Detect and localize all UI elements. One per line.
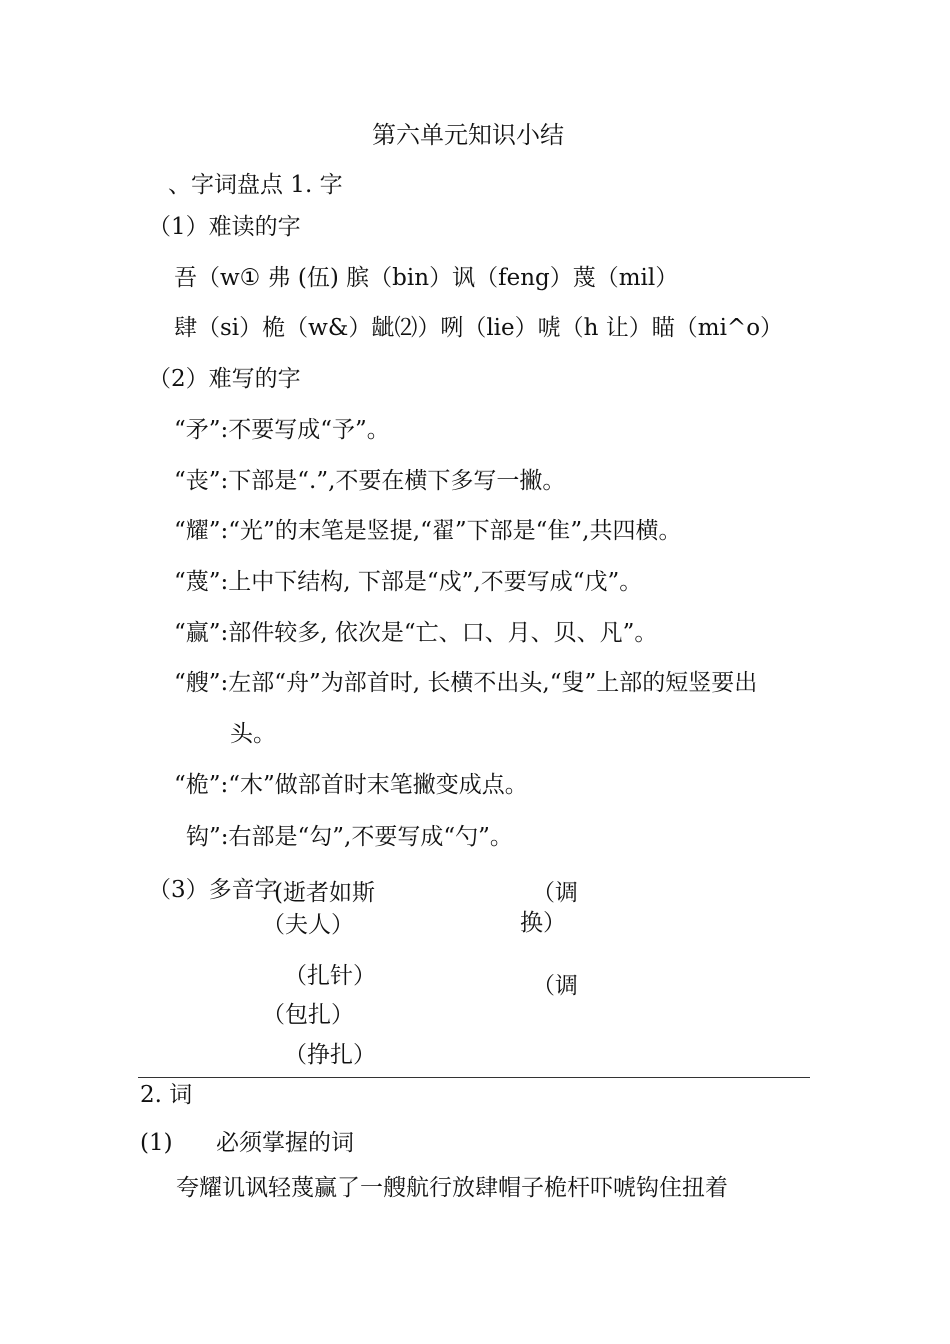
polyphone-word: （扎针） (284, 963, 376, 989)
pinyin-line-2: 肆（si）桅（w&）龇⑵）咧（lie）唬（h 让）瞄（mi^o） (174, 315, 784, 341)
polyphone-word: （调 (532, 880, 578, 906)
sub2-heading: （2）难写的字 (148, 366, 301, 392)
page-title: 第六单元知识小结 (372, 121, 564, 149)
polyphone-word: （包扎） (262, 1002, 354, 1028)
section1-heading: 、字词盘点 1. 字 (168, 172, 343, 198)
hard-char-item: “艘”:左部“舟”为部首时, 长横不出头,“叟”上部的短竖要出 (174, 670, 758, 696)
hard-char-item: “蔑”:上中下结构, 下部是“戍”,不要写成“戊”。 (174, 569, 643, 595)
hard-char-item: 钩”:右部是“勾”,不要写成“勺”。 (186, 824, 513, 850)
polyphone-word: （挣扎） (284, 1042, 376, 1068)
pinyin-line-1: 吾（w① 弗 (伍) 膑（bin）讽（feng）蔑（mil） (174, 265, 679, 291)
polyphone-word: (逝者如斯 (274, 880, 375, 906)
polyphone-word: （调 (532, 973, 578, 999)
polyphone-word: 换） (520, 910, 566, 936)
sub3-heading: （3）多音字 (148, 877, 278, 903)
sub-label: 必须掌握的词 (216, 1130, 354, 1156)
section2-heading: 2. 词 (140, 1082, 193, 1108)
hard-char-item: “赢”:部件较多, 依次是“亡、口、月、贝、凡”。 (174, 620, 658, 646)
hard-char-item: “矛”:不要写成“予”。 (174, 417, 390, 443)
hard-char-item: “耀”:“光”的末笔是竖提,“翟”下部是“隹”,共四横。 (174, 518, 682, 544)
sub-number: (1) (140, 1130, 173, 1156)
polyphone-word: （夫人） (262, 912, 354, 938)
sub1-heading: （1）难读的字 (148, 214, 301, 240)
hard-char-item-continuation: 头。 (230, 721, 276, 747)
horizontal-divider (138, 1077, 810, 1078)
hard-char-item: “丧”:下部是“.”,不要在横下多写一撇。 (174, 468, 566, 494)
hard-char-item: “桅”:“木”做部首时末笔撇变成点。 (174, 772, 528, 798)
word-list: 夸耀讥讽轻蔑赢了一艘航行放肆帽子桅杆吓唬钩住扭着 (176, 1175, 728, 1201)
